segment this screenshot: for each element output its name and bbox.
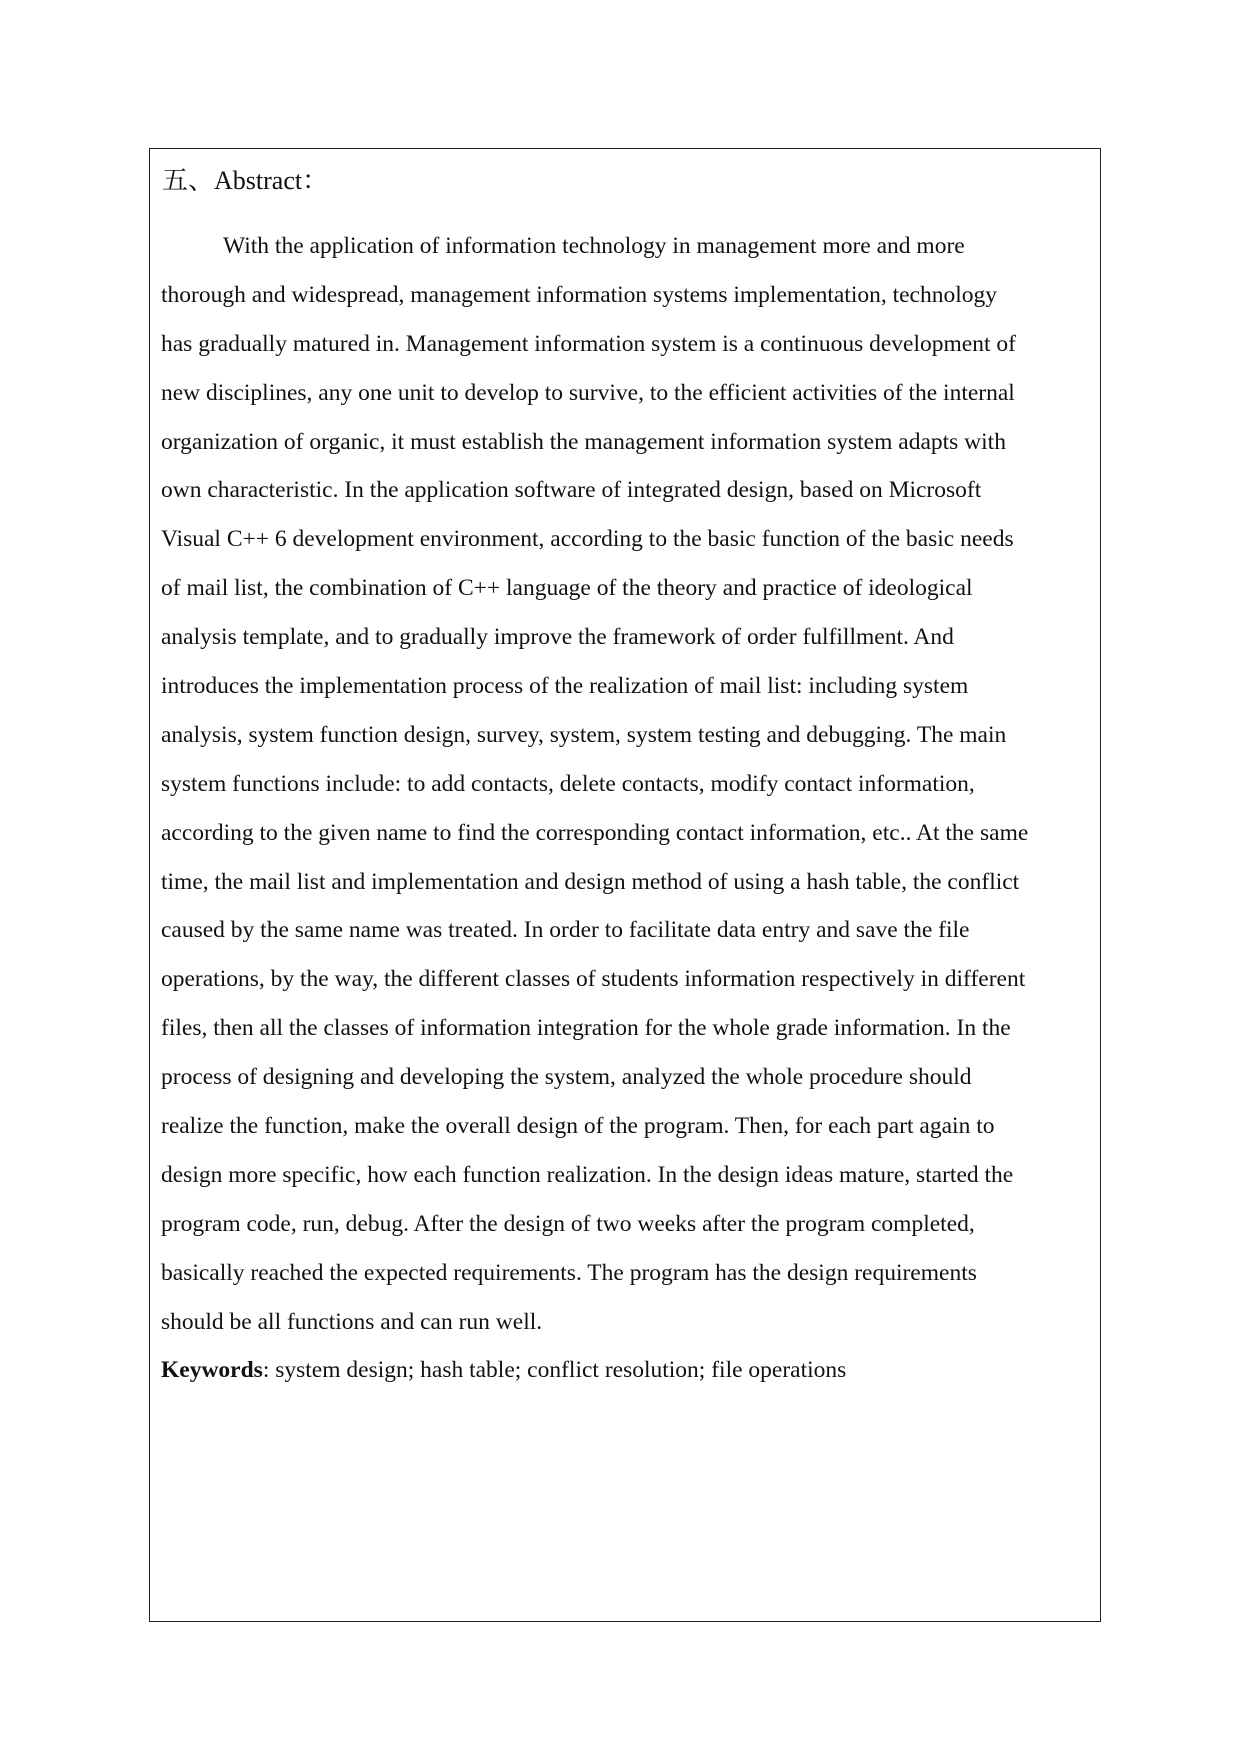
abstract-line: process of designing and developing the system, analyzed the whole procedure should (161, 1064, 972, 1091)
keywords-text: : system design; hash table; conflict resolution; file operations (262, 1357, 847, 1384)
abstract-line: files, then all the classes of information integration for the whole grade information. In the (161, 1015, 1011, 1042)
abstract-line: own characteristic. In the application software of integrated design, based on Microsoft (161, 477, 982, 504)
keywords-line (161, 1346, 1091, 1395)
abstract-line: thorough and widespread, management information systems implementation, technology (161, 281, 998, 308)
abstract-line: design more specific, how each function realization. In the design ideas mature, started the (161, 1161, 1014, 1188)
abstract-line: program code, run, debug. After the design of two weeks after the program completed, (161, 1210, 975, 1237)
abstract-line: analysis template, and to gradually improve the framework of order fulfillment. And (161, 624, 954, 651)
abstract-line: should be all functions and can run well. (161, 1308, 543, 1335)
abstract-line: system functions include: to add contacts, delete contacts, modify contact information, (161, 770, 975, 797)
abstract-line: of mail list, the combination of C++ language of the theory and practice of ideological (161, 575, 973, 602)
abstract-line: organization of organic, it must establish the management information system adapts with (161, 428, 1006, 455)
section-heading: 五、Abstract： (162, 166, 329, 195)
abstract-line: With the application of information technology in management more and more (223, 233, 965, 259)
abstract-line: basically reached the expected requirements. The program has the design requirements (161, 1259, 977, 1286)
abstract-line: realize the function, make the overall design of the program. Then, for each part again to (161, 1113, 995, 1140)
abstract-line: according to the given name to find the corresponding contact information, etc.. At the same (161, 819, 1029, 846)
abstract-line: new disciplines, any one unit to develop to survive, to the efficient activities of the internal (161, 379, 1015, 406)
abstract-line: Visual C++ 6 development environment, according to the basic function of the basic needs (161, 526, 1014, 553)
abstract-box (149, 148, 1101, 1622)
abstract-line: time, the mail list and implementation and design method of using a hash table, the conflict (161, 868, 1020, 895)
abstract-line: caused by the same name was treated. In order to facilitate data entry and save the file (161, 917, 970, 944)
abstract-line: has gradually matured in. Management information system is a continuous development of (161, 330, 1016, 357)
abstract-line: introduces the implementation process of the realization of mail list: including system (161, 673, 969, 700)
keywords-label: Keywords (161, 1357, 263, 1384)
abstract-body (161, 222, 1091, 1395)
abstract-line: analysis, system function design, survey, system, system testing and debugging. The main (161, 721, 1007, 748)
abstract-line: operations, by the way, the different classes of students information respectively in different (161, 966, 1026, 993)
